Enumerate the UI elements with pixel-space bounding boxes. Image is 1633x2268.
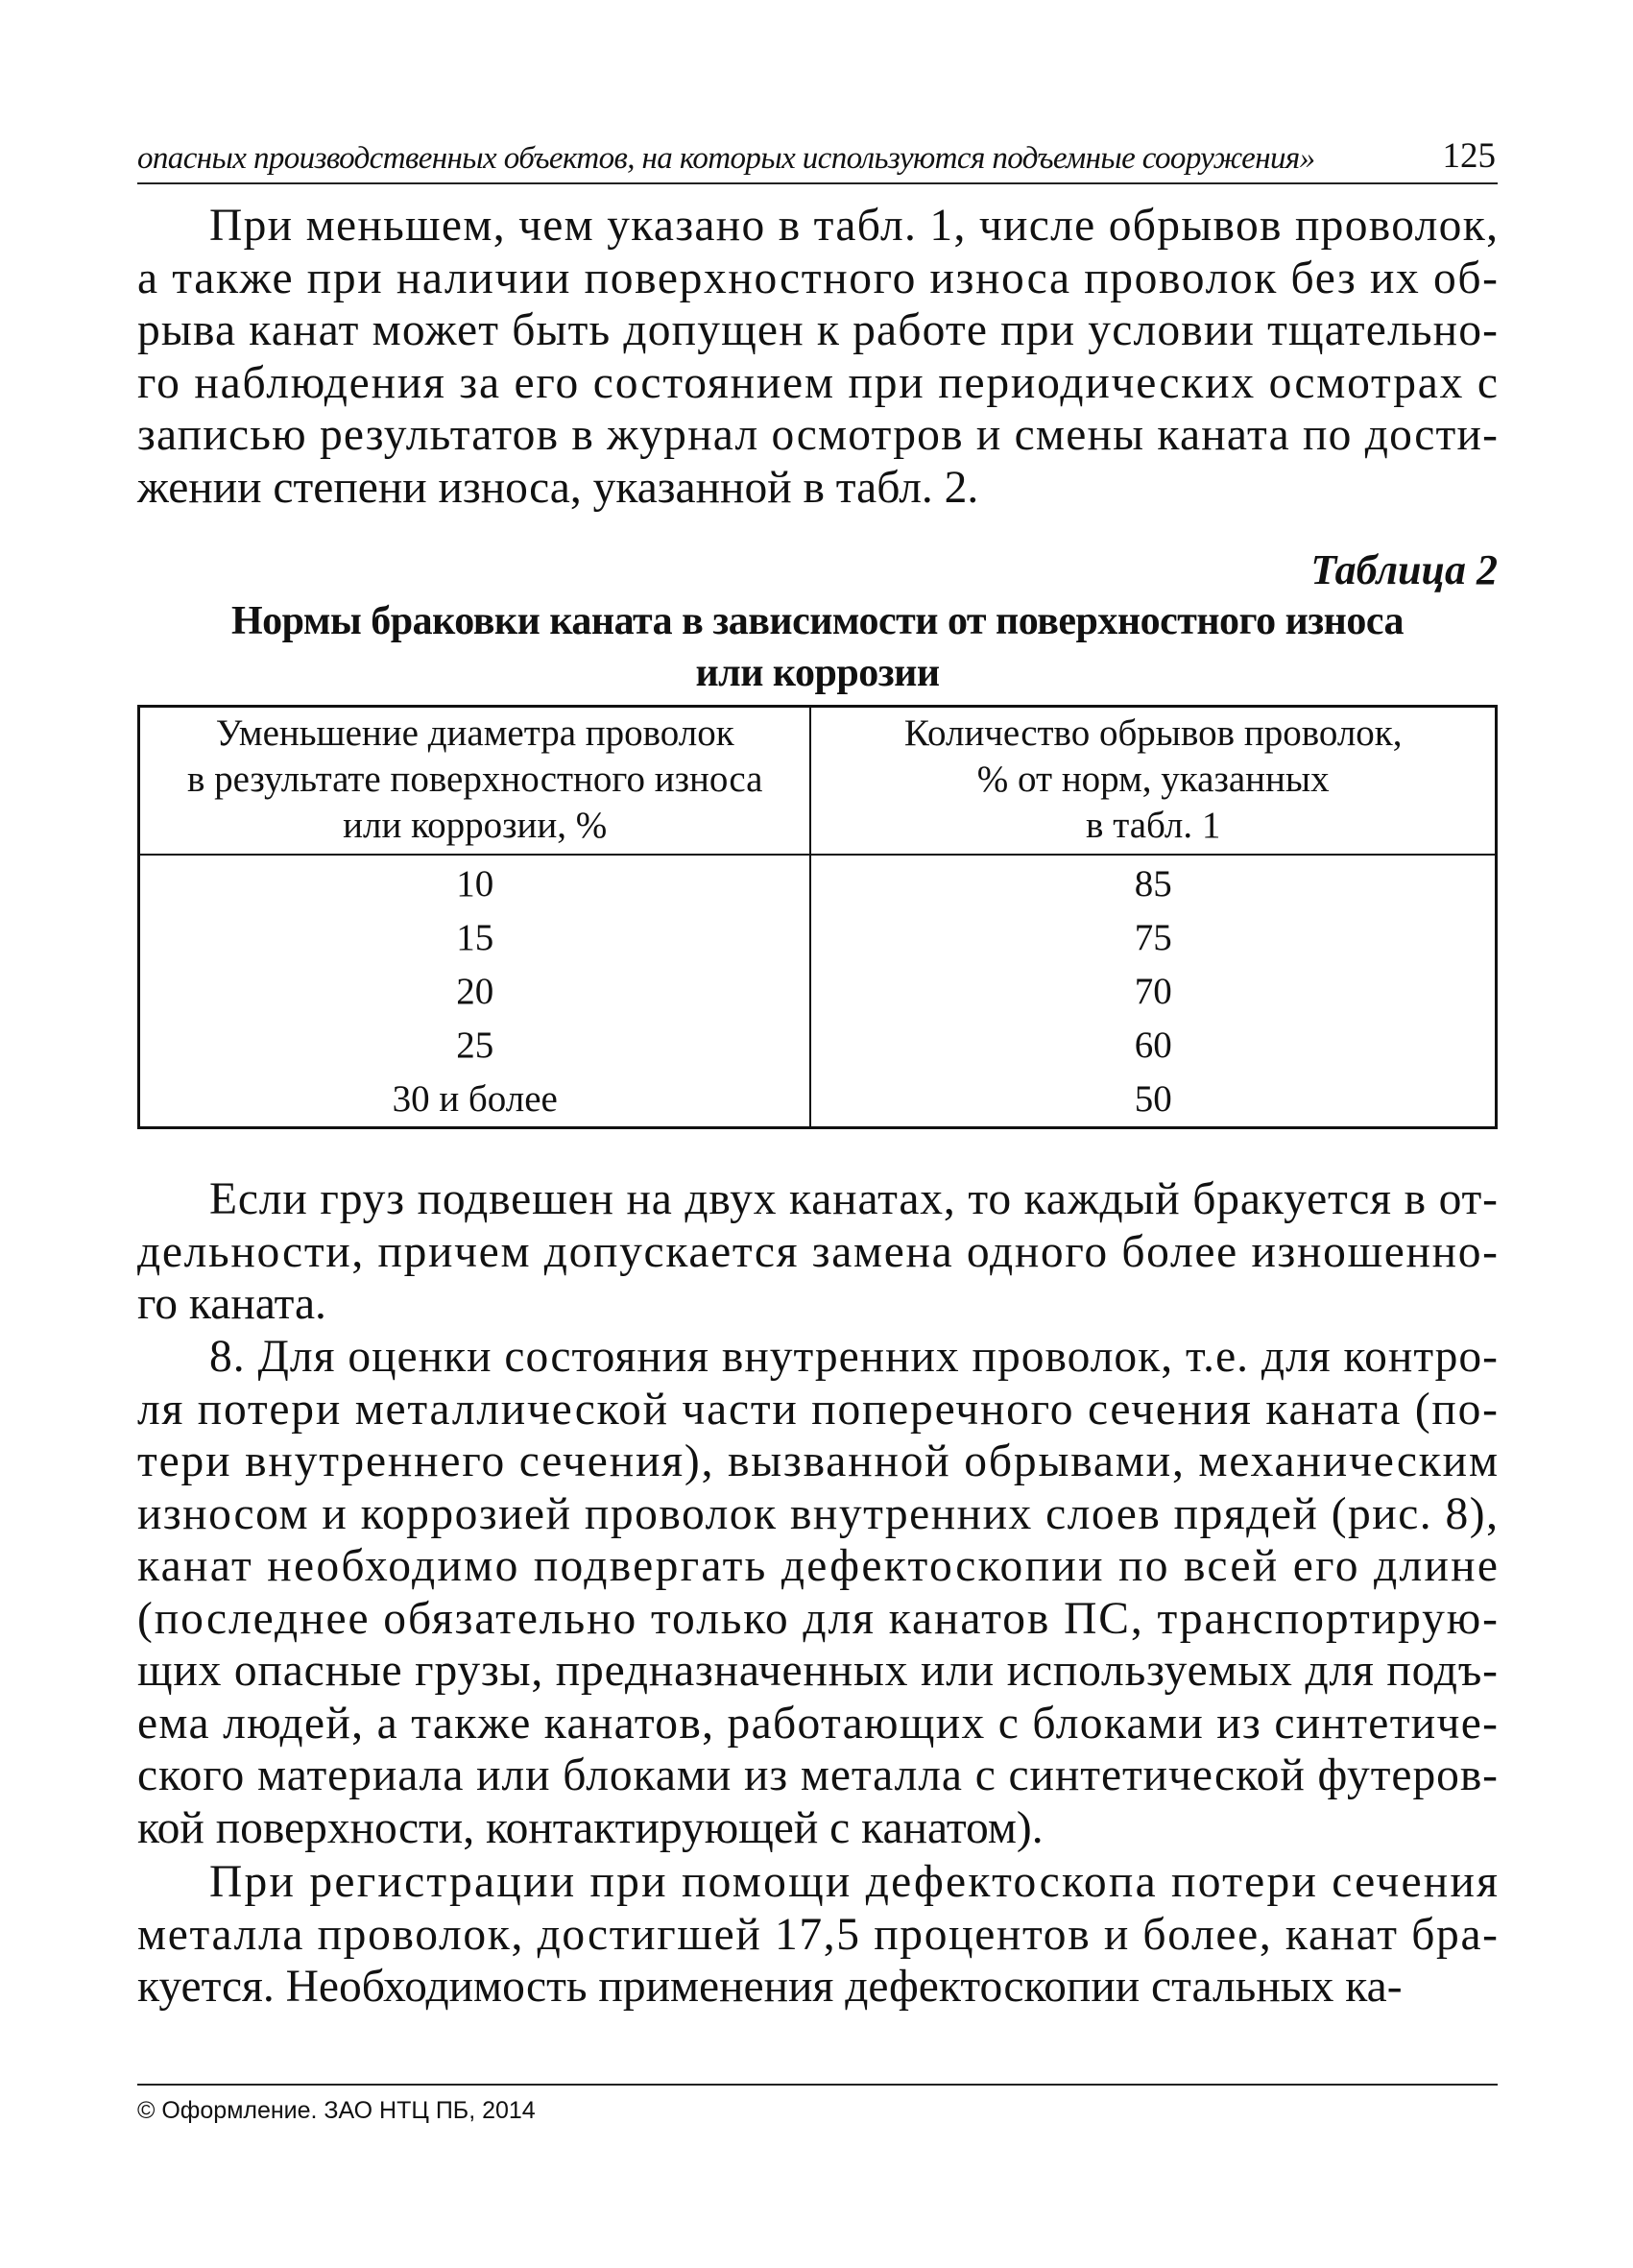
footer-copyright: © Оформление. ЗАО НТЦ ПБ, 2014: [137, 2097, 536, 2124]
header-line: в результате поверхностного износа: [186, 759, 763, 800]
paragraph-line: го каната.: [137, 1279, 326, 1329]
table-title-line: Нормы браковки каната в зависимости от поверхностного износа: [231, 599, 1404, 643]
paragraph-line: (последнее обязательно только для канатов ПС, транспортирую-: [137, 1593, 1500, 1644]
paragraph-line: Если груз подвешен на двух канатах, то каждый бракуется в от-: [209, 1174, 1499, 1224]
paragraph-line: тери внутреннего сечения), вызванной обрывами, механическим: [137, 1436, 1500, 1486]
running-header-title: опасных производственных объектов, на которых используются подъемные сооружения»: [137, 141, 1315, 176]
header-line: в табл. 1: [1086, 805, 1221, 846]
table-row: [139, 1073, 1497, 1128]
table-cell: 85: [810, 855, 1496, 911]
page-number: 125: [1442, 136, 1496, 176]
header-line: или коррозии, %: [343, 805, 608, 846]
table-cell: 30 и более: [392, 1078, 558, 1120]
table-cell: 75: [810, 911, 1496, 965]
paragraph-3: [137, 1331, 1501, 1854]
footer-divider: [137, 2084, 1498, 2086]
table-row: [139, 855, 1497, 911]
paragraph-line: а также при наличии поверхностного износа проволок без их об-: [137, 253, 1500, 303]
table-cell: 70: [810, 965, 1496, 1019]
paragraph-4: [137, 1856, 1501, 2014]
table-caption: Таблица 2: [1310, 546, 1498, 593]
table-row: [139, 1019, 1497, 1073]
table-header-cell: [810, 707, 1496, 856]
paragraph-line: щих опасные грузы, предназначенных или используемых для подъ-: [137, 1646, 1499, 1696]
table-cell: 15: [456, 917, 494, 958]
paragraph-line: жении степени износа, указанной в табл. 2.: [137, 462, 979, 513]
header-line: Количество обрывов проволок,: [903, 712, 1403, 754]
table-cell: 50: [810, 1073, 1496, 1128]
header-line: % от норм, указанных: [976, 759, 1330, 800]
paragraph-line: куется. Необходимость применения дефектоскопии стальных ка-: [137, 1962, 1403, 2012]
paragraph-line: ля потери металлической части поперечного сечения каната (по-: [137, 1384, 1500, 1435]
paragraph-line: износом и коррозией проволок внутренних слоев прядей (рис. 8),: [137, 1488, 1500, 1539]
paragraph-line: рыва канат может быть допущен к работе при условии тщательно-: [137, 305, 1500, 355]
paragraph-line: го наблюдения за его состоянием при периодических осмотрах с: [137, 357, 1500, 408]
table-header-row: [139, 707, 1497, 856]
paragraph-2: [137, 1173, 1498, 1331]
paragraph-line: металла проволок, достигшей 17,5 процентов и более, канат бра-: [137, 1909, 1500, 1960]
table-cell: 10: [456, 863, 494, 905]
paragraph-1: [137, 200, 1498, 514]
paragraph-line: записью результатов в журнал осмотров и смены каната по дости-: [137, 410, 1500, 460]
running-header: [137, 134, 1498, 184]
paragraph-line: ского материала или блоками из металла с синтетической футеров-: [137, 1750, 1499, 1800]
table-row: [139, 965, 1497, 1019]
table-title-line: или коррозии: [695, 651, 940, 695]
paragraph-line: При меньшем, чем указано в табл. 1, числе обрывов проволок,: [209, 201, 1500, 251]
paragraph-line: При регистрации при помощи дефектоскопа потери сечения: [209, 1857, 1501, 1907]
paragraph-line: ема людей, а также канатов, работающих с блоками из синтетиче-: [137, 1698, 1500, 1749]
paragraph-line: 8. Для оценки состояния внутренних проволок, т.е. для контро-: [209, 1332, 1499, 1382]
table-cell: 25: [456, 1025, 494, 1066]
table-row: [139, 911, 1497, 965]
paragraph-line: канат необходимо подвергать дефектоскопии по всей его длине: [137, 1541, 1501, 1591]
header-line: Уменьшение диаметра проволок: [215, 712, 734, 754]
table-title: [137, 595, 1498, 699]
table-cell: 60: [810, 1019, 1496, 1073]
table-cell: 20: [456, 971, 494, 1012]
table-header-cell: [139, 707, 811, 856]
paragraph-line: дельности, причем допускается замена одного более изношенно-: [137, 1226, 1500, 1277]
paragraph-line: кой поверхности, контактирующей с канатом).: [137, 1802, 1044, 1853]
norms-table: [137, 705, 1498, 1129]
